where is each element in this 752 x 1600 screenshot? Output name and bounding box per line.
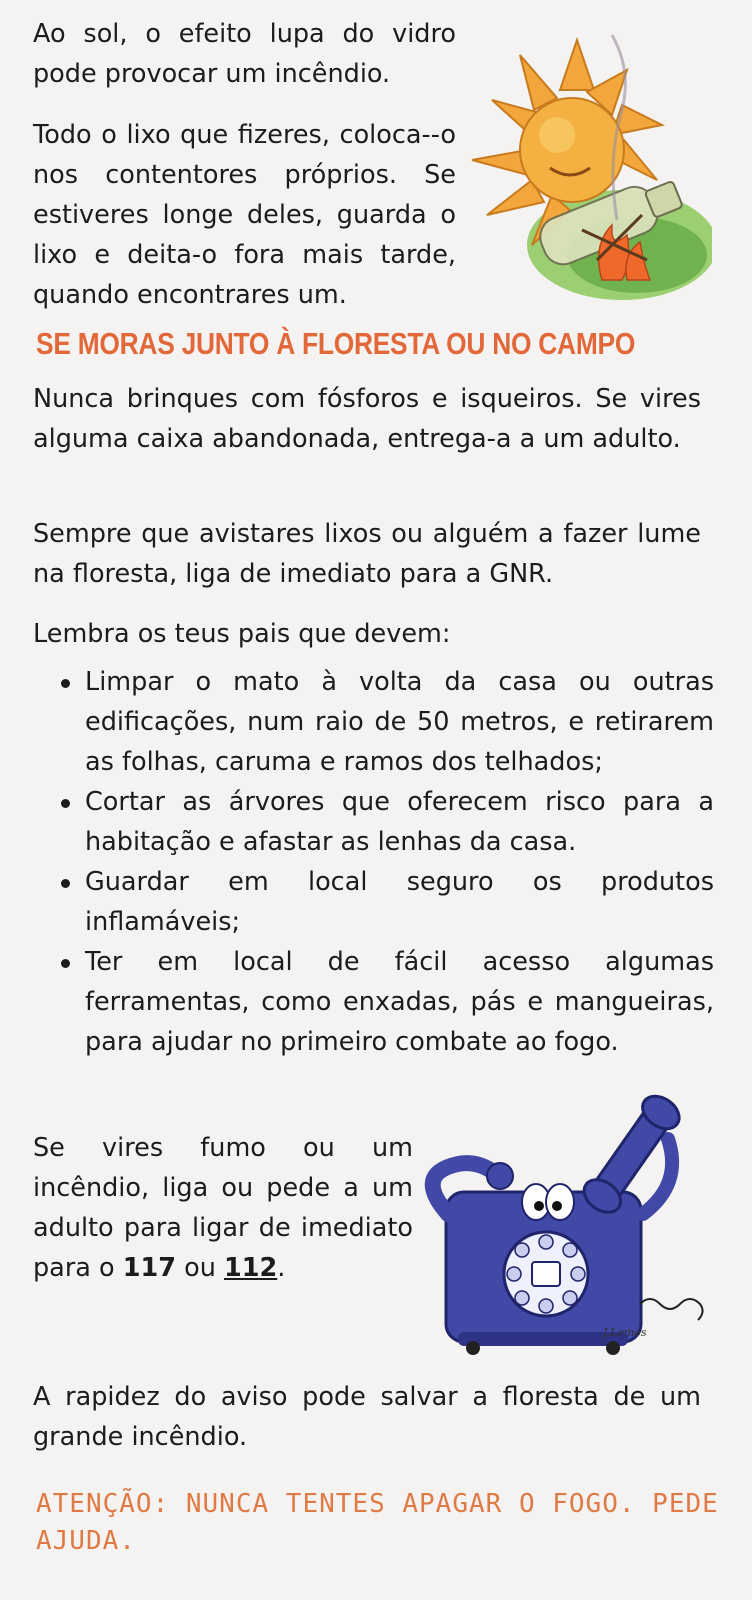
bullet-list xyxy=(58,662,714,1062)
warning-text: ATENÇÃO: NUNCA TENTES APAGAR O FOGO. PEDE AJUDA. xyxy=(36,1489,719,1556)
emergency-text-or: ou xyxy=(184,1253,216,1283)
emergency-paragraph: Se vires fumo ou um incêndio, liga ou pede a um adulto para ligar de imediato para o 117 ou 112. xyxy=(33,1133,413,1283)
illustrator-signature: J.Lemos xyxy=(603,1326,647,1339)
emergency-number-112: 112 xyxy=(223,1253,278,1283)
closing-paragraph: A rapidez do aviso pode salvar a floresta de um grande incêndio. xyxy=(33,1382,701,1452)
list-item: Cortar as árvores que oferecem risco para a habitação e afastar as lenhas da casa. xyxy=(58,782,714,862)
emergency-text: Se vires fumo ou um incêndio, liga ou pede a um adulto para ligar de imediato para o xyxy=(33,1133,413,1283)
intro-paragraph-2: Todo o lixo que fizeres, coloca--o nos contentores próprios. Se estiveres longe deles, guarda o lixo e deita-o fora mais tarde, quando encontrares um. xyxy=(33,120,456,310)
section-paragraph-1: Nunca brinques com fósforos e isqueiros. Se vires alguma caixa abandonada, entrega-a a um adulto. xyxy=(33,384,701,454)
list-item: Limpar o mato à volta da casa ou outras edificações, num raio de 50 metros, e retirarem as folhas, caruma e ramos dos telhados; xyxy=(58,662,714,782)
list-item: Ter em local de fácil acesso algumas ferramentas, como enxadas, pás e mangueiras, para ajudar no primeiro combate ao fogo. xyxy=(58,942,714,1062)
section-heading: SE MORAS JUNTO À FLORESTA OU NO CAMPO xyxy=(36,326,636,361)
section-paragraph-2: Sempre que avistares lixos ou alguém a fazer lume na floresta, liga de imediato para a GNR. xyxy=(33,519,701,589)
telephone-character-icon xyxy=(418,1094,718,1374)
sun-magnifying-bottle-fire-icon xyxy=(462,30,712,300)
section-paragraph-3: Lembra os teus pais que devem: xyxy=(33,619,451,649)
list-item: Guardar em local seguro os produtos inflamáveis; xyxy=(58,862,714,942)
emergency-number-117: 117 xyxy=(122,1253,176,1283)
intro-paragraph-1: Ao sol, o efeito lupa do vidro pode provocar um incêndio. xyxy=(33,19,456,89)
